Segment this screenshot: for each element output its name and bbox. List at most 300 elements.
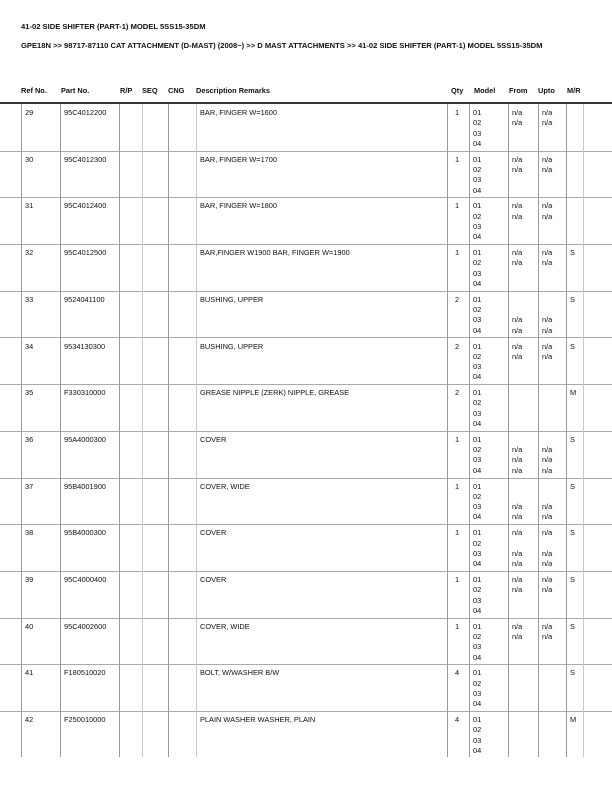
ref-no-cell: 29 (25, 108, 34, 117)
ref-no-cell: 30 (25, 154, 34, 164)
from-line: n/a (512, 258, 523, 268)
model-line: 03 (473, 362, 482, 372)
upto-line: n/a (542, 211, 553, 221)
from-line (512, 175, 538, 185)
description-cell: BOLT, W/WASHER B/W (200, 668, 280, 678)
upto-line (542, 689, 566, 699)
from-cell (512, 431, 538, 478)
model-line: 03 (473, 175, 482, 185)
model-line: 03 (473, 595, 482, 605)
part-no-cell: 95A4000300 (64, 434, 106, 444)
rp-cell (120, 524, 142, 571)
model-cell (473, 478, 508, 525)
seq-cell (143, 478, 168, 525)
page-title: 41-02 SIDE SHIFTER (PART-1) MODEL 5SS15-35DM (21, 22, 206, 31)
ref-no-cell: 42 (25, 715, 34, 725)
header-ref-no: Ref No. (21, 86, 47, 95)
model-line: 03 (473, 642, 482, 652)
upto-cell (542, 618, 566, 665)
from-line (512, 746, 538, 756)
table-row (0, 711, 612, 758)
rp-cell (120, 711, 142, 758)
table-row (0, 197, 612, 245)
model-line: 02 (473, 164, 482, 174)
part-no-cell: 95C4002600 (64, 621, 107, 631)
upto-line (542, 409, 566, 419)
upto-cell (542, 338, 566, 385)
qty-cell: 1 (455, 154, 460, 164)
description-cell: BAR,FINGER W1900 BAR, FINGER W=1900 (200, 248, 350, 258)
qty-cell: 1 (455, 621, 460, 631)
upto-line: n/a (542, 325, 553, 335)
from-line (512, 232, 538, 242)
description-cell: BAR, FINGER W=1800 (200, 201, 278, 211)
header-rp: R/P (120, 86, 133, 95)
qty-cell: 2 (455, 388, 460, 398)
header-mr: M/R (567, 86, 581, 95)
upto-cell (542, 478, 566, 525)
from-line: n/a (512, 108, 523, 117)
rp-cell (120, 384, 142, 431)
seq-cell (143, 104, 168, 151)
column-divider (538, 104, 539, 757)
qty-cell: 2 (455, 294, 460, 304)
from-cell (512, 197, 538, 244)
qty-cell: 2 (455, 341, 460, 351)
model-line: 02 (473, 678, 482, 688)
from-line (512, 129, 538, 139)
upto-line (542, 269, 566, 279)
mr-cell (570, 197, 583, 244)
model-line: 02 (473, 118, 482, 128)
mr-cell: S (570, 575, 575, 584)
header-part-no: Part No. (61, 86, 90, 95)
cng-cell (169, 104, 196, 151)
model-line: 04 (473, 605, 482, 615)
from-line (512, 388, 538, 398)
from-line (512, 222, 538, 232)
from-line (512, 482, 538, 492)
from-cell (512, 104, 538, 151)
cng-cell (169, 664, 196, 711)
model-line: 01 (473, 388, 482, 398)
ref-no-cell: 38 (25, 528, 34, 538)
table-header (0, 86, 612, 98)
from-line (512, 715, 538, 725)
model-cell (473, 524, 508, 571)
upto-line (542, 699, 566, 709)
model-line: 01 (473, 668, 482, 678)
table-row (0, 384, 612, 432)
mr-cell: M (570, 388, 577, 398)
model-line: 04 (473, 745, 482, 755)
model-line: 04 (473, 278, 482, 288)
from-line (512, 362, 538, 372)
ref-no-cell: 40 (25, 621, 34, 631)
from-line: n/a (512, 445, 523, 455)
from-line: n/a (512, 528, 523, 538)
model-cell (473, 338, 508, 385)
upto-line (542, 642, 566, 652)
header-description: Description Remarks (196, 86, 270, 95)
seq-cell (143, 151, 168, 198)
header-cng: CNG (168, 86, 185, 95)
upto-line (542, 668, 566, 678)
from-line: n/a (512, 559, 523, 569)
description-cell: COVER, WIDE (200, 621, 250, 631)
upto-line (542, 679, 566, 689)
from-line (512, 295, 538, 305)
seq-cell (143, 431, 168, 478)
seq-cell (143, 571, 168, 618)
table-row (0, 291, 612, 339)
column-divider (583, 104, 584, 757)
upto-line (542, 746, 566, 756)
from-line (512, 435, 538, 445)
description-cell: COVER (200, 575, 227, 584)
cng-cell (169, 338, 196, 385)
qty-cell: 4 (455, 715, 460, 725)
part-no-cell: 95B4000300 (64, 528, 106, 538)
model-cell (473, 618, 508, 665)
upto-line: n/a (542, 315, 553, 325)
mr-cell: M (570, 715, 577, 725)
model-line: 01 (473, 481, 482, 491)
upto-line (542, 419, 566, 429)
model-line: 04 (473, 419, 482, 429)
model-cell (473, 571, 508, 618)
cng-cell (169, 711, 196, 758)
upto-line (542, 725, 566, 735)
from-line (512, 409, 538, 419)
upto-line (542, 372, 566, 382)
from-line (512, 606, 538, 616)
ref-no-cell: 37 (25, 481, 34, 491)
model-line: 02 (473, 725, 482, 735)
rp-cell (120, 338, 142, 385)
model-line: 04 (473, 559, 482, 569)
part-no-cell: 9534130300 (64, 341, 106, 351)
qty-cell: 1 (455, 108, 460, 117)
from-line (512, 269, 538, 279)
upto-line: n/a (542, 502, 553, 512)
from-line: n/a (512, 455, 523, 465)
model-line: 03 (473, 455, 482, 465)
column-divider (168, 104, 169, 757)
qty-cell: 1 (455, 201, 460, 211)
from-line (512, 668, 538, 678)
qty-cell: 1 (455, 434, 460, 444)
cng-cell (169, 431, 196, 478)
model-line: 01 (473, 528, 482, 538)
ref-no-cell: 33 (25, 294, 34, 304)
upto-cell (542, 291, 566, 338)
qty-cell: 1 (455, 575, 460, 584)
model-line: 02 (473, 351, 482, 361)
part-no-cell: F180510020 (64, 668, 106, 678)
mr-cell: S (570, 528, 575, 538)
rp-cell (120, 478, 142, 525)
description-cell: COVER (200, 434, 227, 444)
model-cell (473, 244, 508, 291)
model-line: 01 (473, 621, 482, 631)
from-line (512, 139, 538, 149)
upto-cell (542, 711, 566, 758)
model-line: 02 (473, 211, 482, 221)
model-cell (473, 384, 508, 431)
from-line: n/a (512, 585, 523, 595)
mr-cell (570, 104, 583, 151)
upto-line: n/a (542, 575, 553, 584)
from-line (512, 725, 538, 735)
column-divider (566, 104, 567, 757)
model-line: 03 (473, 735, 482, 745)
upto-line: n/a (542, 258, 553, 268)
upto-line (542, 129, 566, 139)
part-no-cell: 95C4012200 (64, 108, 107, 117)
cng-cell (169, 618, 196, 665)
cng-cell (169, 291, 196, 338)
upto-line (542, 715, 566, 725)
rp-cell (120, 618, 142, 665)
upto-line (542, 222, 566, 232)
column-divider (119, 104, 120, 757)
from-cell (512, 664, 538, 711)
part-no-cell: F250010000 (64, 715, 106, 725)
from-line: n/a (512, 211, 523, 221)
cng-cell (169, 524, 196, 571)
cng-cell (169, 197, 196, 244)
upto-cell (542, 571, 566, 618)
from-line: n/a (512, 621, 523, 631)
upto-line: n/a (542, 341, 553, 351)
qty-cell: 4 (455, 668, 460, 678)
upto-line: n/a (542, 585, 553, 595)
from-line: n/a (512, 201, 523, 211)
upto-line (542, 295, 566, 305)
ref-no-cell: 36 (25, 434, 34, 444)
model-cell (473, 291, 508, 338)
table-row (0, 151, 612, 199)
description-cell: COVER, WIDE (200, 481, 250, 491)
upto-line (542, 186, 566, 196)
upto-cell (542, 197, 566, 244)
rp-cell (120, 104, 142, 151)
upto-cell (542, 664, 566, 711)
model-line: 03 (473, 268, 482, 278)
from-line (512, 642, 538, 652)
model-line: 03 (473, 128, 482, 138)
seq-cell (143, 244, 168, 291)
description-cell: COVER (200, 528, 227, 538)
from-line: n/a (512, 154, 523, 164)
qty-cell: 1 (455, 528, 460, 538)
qty-cell: 1 (455, 248, 460, 258)
upto-line: n/a (542, 455, 553, 465)
model-line: 01 (473, 434, 482, 444)
upto-line: n/a (542, 512, 553, 522)
part-no-cell: 9524041100 (64, 294, 105, 304)
model-line: 01 (473, 108, 482, 117)
from-line: n/a (512, 512, 523, 522)
column-divider (508, 104, 509, 757)
model-line: 03 (473, 221, 482, 231)
header-model: Model (474, 86, 496, 95)
from-line: n/a (512, 465, 523, 475)
header-upto: Upto (538, 86, 555, 95)
upto-cell (542, 244, 566, 291)
model-line: 01 (473, 575, 482, 584)
from-line (512, 679, 538, 689)
upto-line (542, 139, 566, 149)
table-row (0, 104, 612, 152)
from-cell (512, 524, 538, 571)
model-line: 03 (473, 408, 482, 418)
from-cell (512, 711, 538, 758)
model-line: 01 (473, 294, 482, 304)
cng-cell (169, 151, 196, 198)
model-line: 04 (473, 699, 482, 709)
from-line: n/a (512, 548, 523, 558)
rp-cell (120, 151, 142, 198)
model-line: 01 (473, 201, 482, 211)
mr-cell: S (570, 621, 575, 631)
model-line: 02 (473, 398, 482, 408)
from-line (512, 689, 538, 699)
from-line: n/a (512, 351, 523, 361)
model-line: 04 (473, 138, 482, 148)
model-line: 04 (473, 512, 482, 522)
model-line: 02 (473, 258, 482, 268)
table-row (0, 524, 612, 572)
from-cell (512, 618, 538, 665)
model-line: 01 (473, 341, 482, 351)
part-no-cell: 95C4012500 (64, 248, 107, 258)
from-cell (512, 338, 538, 385)
upto-line (542, 482, 566, 492)
upto-line (542, 492, 566, 502)
seq-cell (143, 384, 168, 431)
column-divider (60, 104, 61, 757)
model-line: 02 (473, 305, 482, 315)
model-line: 03 (473, 502, 482, 512)
description-cell: PLAIN WASHER WASHER, PLAIN (200, 715, 316, 725)
upto-cell (542, 431, 566, 478)
model-cell (473, 151, 508, 198)
model-line: 03 (473, 548, 482, 558)
from-cell (512, 571, 538, 618)
table-row (0, 431, 612, 479)
rp-cell (120, 197, 142, 244)
mr-cell: S (570, 341, 575, 351)
ref-no-cell: 41 (25, 668, 34, 678)
rp-cell (120, 431, 142, 478)
from-line (512, 653, 538, 663)
model-line: 02 (473, 631, 482, 641)
model-line: 02 (473, 538, 482, 548)
from-line (512, 186, 538, 196)
from-line (512, 398, 538, 408)
column-divider (469, 104, 470, 757)
mr-cell: S (570, 294, 575, 304)
upto-line: n/a (542, 528, 553, 538)
upto-line (542, 539, 566, 549)
seq-cell (143, 664, 168, 711)
upto-cell (542, 384, 566, 431)
upto-line (542, 606, 566, 616)
upto-line (542, 736, 566, 746)
mr-cell: S (570, 434, 575, 444)
from-line: n/a (512, 341, 523, 351)
from-cell (512, 151, 538, 198)
model-line: 04 (473, 372, 482, 382)
from-line (512, 305, 538, 315)
model-cell (473, 711, 508, 758)
model-cell (473, 431, 508, 478)
model-line: 03 (473, 688, 482, 698)
upto-line: n/a (542, 201, 553, 211)
rp-cell (120, 571, 142, 618)
column-divider (21, 104, 22, 757)
description-cell: GREASE NIPPLE (ZERK) NIPPLE, GREASE (200, 388, 350, 398)
upto-cell (542, 151, 566, 198)
table-row (0, 664, 612, 712)
upto-line: n/a (542, 631, 553, 641)
upto-line (542, 398, 566, 408)
from-cell (512, 478, 538, 525)
column-divider (142, 104, 143, 757)
upto-line (542, 362, 566, 372)
table-row (0, 618, 612, 666)
cng-cell (169, 384, 196, 431)
cng-cell (169, 571, 196, 618)
seq-cell (143, 197, 168, 244)
description-cell: BUSHING, UPPER (200, 294, 264, 304)
seq-cell (143, 711, 168, 758)
table-row (0, 338, 612, 386)
model-line: 04 (473, 232, 482, 242)
upto-line (542, 596, 566, 606)
upto-line (542, 435, 566, 445)
model-line: 03 (473, 315, 482, 325)
from-line: n/a (512, 631, 523, 641)
from-cell (512, 384, 538, 431)
model-cell (473, 197, 508, 244)
cng-cell (169, 478, 196, 525)
model-line: 02 (473, 445, 482, 455)
model-line: 02 (473, 491, 482, 501)
table-row (0, 571, 612, 619)
from-line (512, 736, 538, 746)
header-qty: Qty (451, 86, 464, 95)
column-divider (196, 104, 197, 757)
from-line: n/a (512, 502, 523, 512)
part-no-cell: 95C4000400 (64, 575, 107, 584)
seq-cell (143, 618, 168, 665)
rp-cell (120, 291, 142, 338)
ref-no-cell: 34 (25, 341, 34, 351)
upto-line: n/a (542, 164, 553, 174)
from-line (512, 699, 538, 709)
model-line: 01 (473, 248, 482, 258)
ref-no-cell: 39 (25, 575, 34, 584)
header-seq: SEQ (142, 86, 158, 95)
mr-cell: S (570, 481, 575, 491)
model-line: 04 (473, 652, 482, 662)
upto-line: n/a (542, 108, 553, 117)
upto-line (542, 388, 566, 398)
seq-cell (143, 524, 168, 571)
